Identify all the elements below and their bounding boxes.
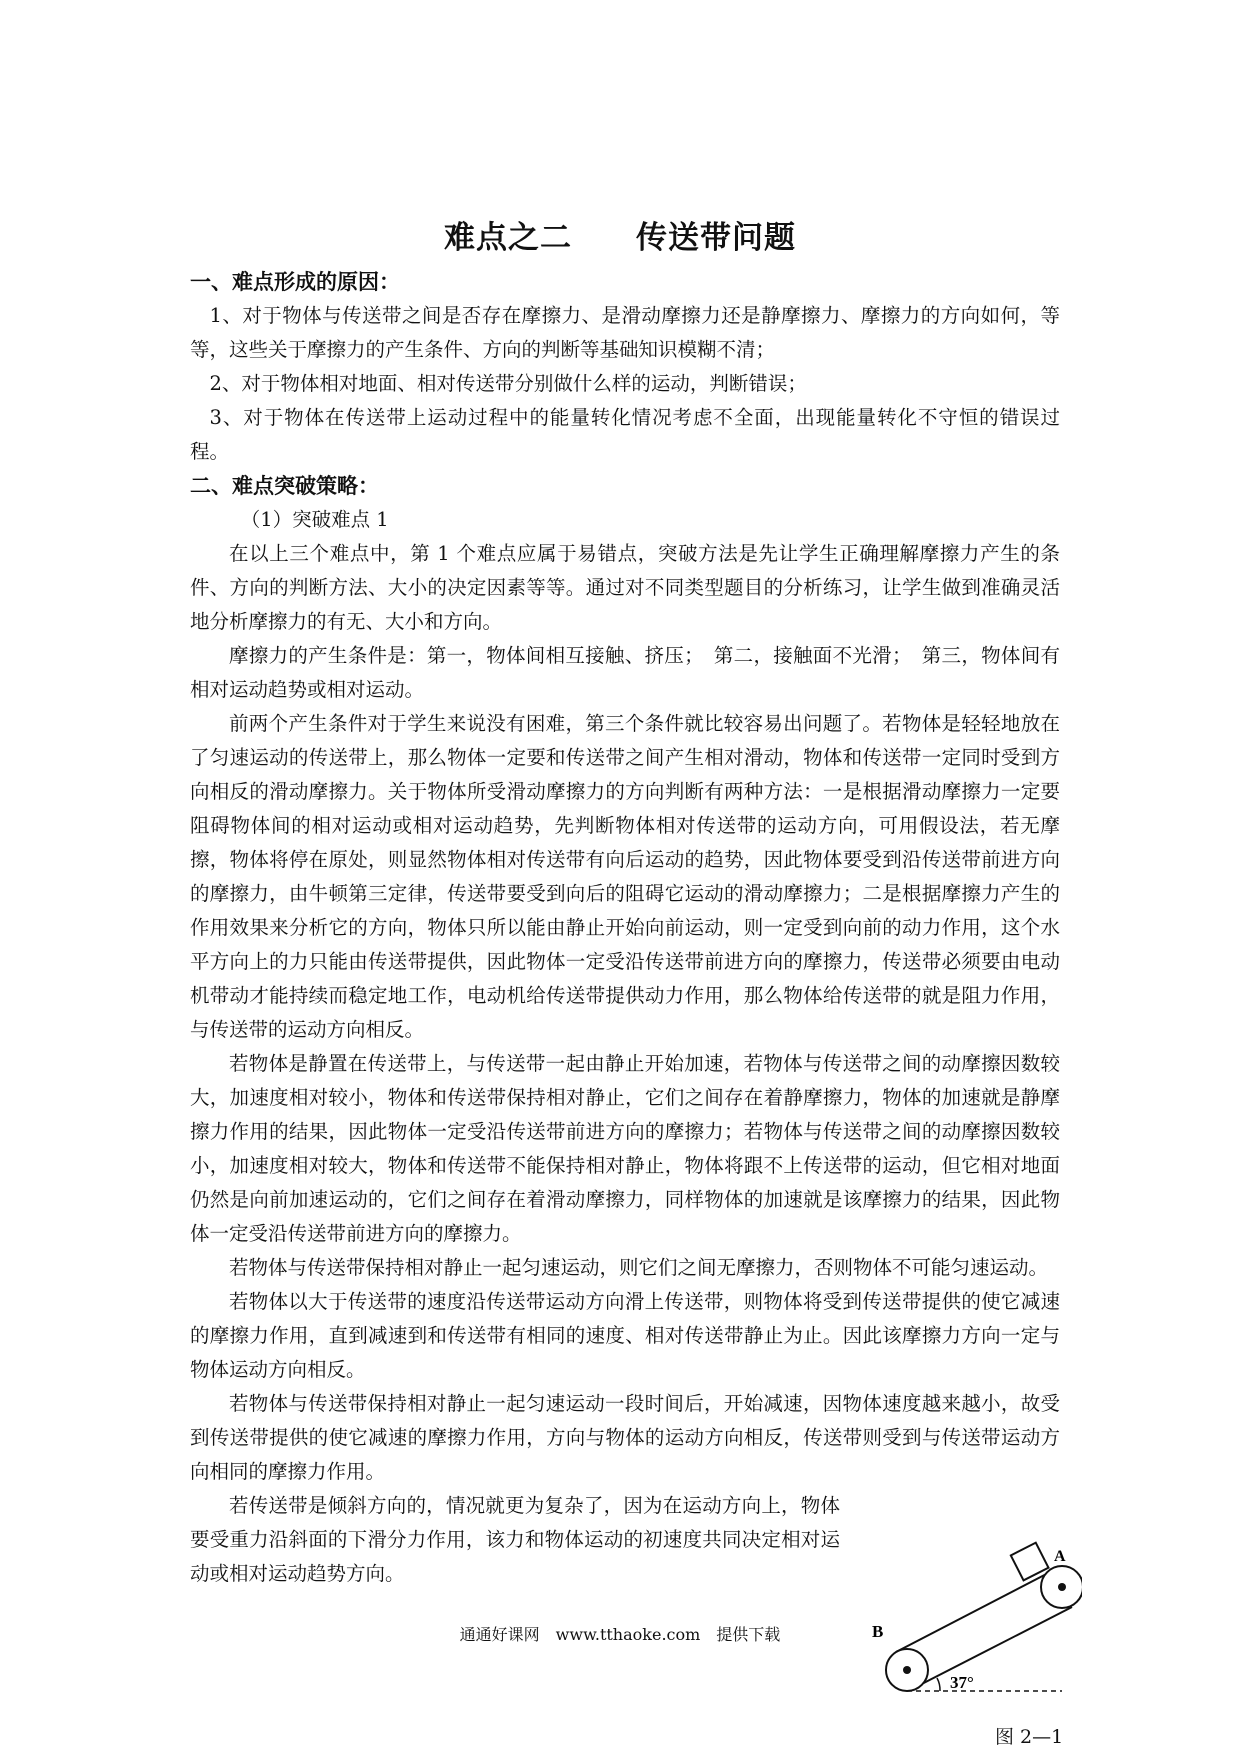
label-a: A: [1054, 1548, 1066, 1565]
angle-arc: [937, 1678, 940, 1691]
label-b: B: [872, 1622, 884, 1641]
section-2-subheading: （1）突破难点 1: [240, 508, 389, 531]
reason-item-2: 2、对于物体相对地面、相对传送带分别做什么样的运动，判断错误；: [209, 372, 807, 395]
paragraph-4: 若物体是静置在传送带上，与传送带一起由静止开始加速，若物体与传送带之间的动摩擦因数较大，加速度相对较小，物体和传送带保持相对静止，它们之间存在着静摩擦力，物体的加速就是静摩擦力作用的结果，因此物体一定受沿传送带前进方向的摩擦力；若物体与传送带之间的动摩擦因数较小，加速度相对较大，物体和传送带不能保持相对静止，物体将跟不上传送带的运动，但它相对地面仍然是向前加速运动的，它们之间存在着滑动摩擦力，同样物体的加速就是该摩擦力的结果，因此物体一定受沿传送带前进方向的摩擦力。: [190, 1052, 1060, 1245]
section-2-heading: 二、难点突破策略：: [190, 473, 379, 498]
page-title: 难点之二 传送带问题: [444, 220, 796, 256]
paragraph-2: 摩擦力的产生条件是：第一，物体间相互接触、挤压； 第二，接触面不光滑； 第三，物体间有相对运动趋势或相对运动。: [190, 644, 1060, 701]
belt-bottom-line: [912, 1607, 1072, 1689]
paragraph-7: 若物体与传送带保持相对静止一起匀速运动一段时间后，开始减速，因物体速度越来越小，故受到传送带提供的使它减速的摩擦力作用，方向与物体的运动方向相反，传送带则受到与传送带运动方向相同的摩擦力作用。: [190, 1392, 1060, 1483]
paragraph-5: 若物体与传送带保持相对静止一起匀速运动，则它们之间无摩擦力，否则物体不可能匀速运动。: [229, 1256, 1049, 1279]
paragraph-8: 若传送带是倾斜方向的，情况就更为复杂了，因为在运动方向上，物体要受重力沿斜面的下滑分力作用，该力和物体运动的初速度共同决定相对运动或相对运动趋势方向。: [190, 1494, 840, 1585]
paragraph-6: 若物体以大于传送带的速度沿传送带运动方向滑上传送带，则物体将受到传送带提供的使它减速的摩擦力作用，直到减速到和传送带有相同的速度、相对传送带静止为止。因此该摩擦力方向一定与物体运动方向相反。: [190, 1290, 1060, 1381]
paragraph-1: 在以上三个难点中，第 1 个难点应属于易错点，突破方法是先让学生正确理解摩擦力产生的条件、方向的判断方法、大小的决定因素等等。通过对不同类型题目的分析练习，让学生做到准确灵活地分析摩擦力的有无、大小和方向。: [190, 542, 1060, 633]
section-1-heading: 一、难点形成的原因：: [190, 269, 400, 294]
reason-item-1: 1、对于物体与传送带之间是否存在摩擦力、是滑动摩擦力还是静摩擦力、摩擦力的方向如何，等等，这些关于摩擦力的产生条件、方向的判断等基础知识模糊不清；: [190, 304, 1060, 361]
reason-item-3: 3、对于物体在传送带上运动过程中的能量转化情况考虑不全面，出现能量转化不守恒的错误过程。: [190, 406, 1060, 463]
page-footer: 通通好课网 www.tthaoke.com 提供下载: [459, 1625, 781, 1644]
figure-caption: 图 2—1: [995, 1726, 1064, 1748]
pulley-a-axle: [1058, 1583, 1066, 1591]
block-a: [1011, 1543, 1049, 1581]
angle-label: 37°: [950, 1673, 974, 1692]
paragraph-3: 前两个产生条件对于学生来说没有困难，第三个条件就比较容易出问题了。若物体是轻轻地放在了匀速运动的传送带上，那么物体一定要和传送带之间产生相对滑动，物体和传送带一定同时受到方向相反的滑动摩擦力。关于物体所受滑动摩擦力的方向判断有两种方法：一是根据滑动摩擦力一定要阻碍物体间的相对运动或相对运动趋势，先判断物体相对传送带的运动方向，可用假设法，若无摩擦，物体将停在原处，则显然物体相对传送带有向后运动的趋势，因此物体要受到沿传送带前进方向的摩擦力，由牛顿第三定律，传送带要受到向后的阻碍它运动的滑动摩擦力；二是根据摩擦力产生的作用效果来分析它的方向，物体只所以能由静止开始向前运动，则一定受到向前的动力作用，这个水平方向上的力只能由传送带提供，因此物体一定受沿传送带前进方向的摩擦力，传送带必须要由电动机带动才能持续而稳定地工作，电动机给传送带提供动力作用，那么物体给传送带的就是阻力作用，与传送带的运动方向相反。: [190, 712, 1060, 1041]
document-body: [190, 265, 1060, 1591]
pulley-b-axle: [903, 1666, 911, 1674]
